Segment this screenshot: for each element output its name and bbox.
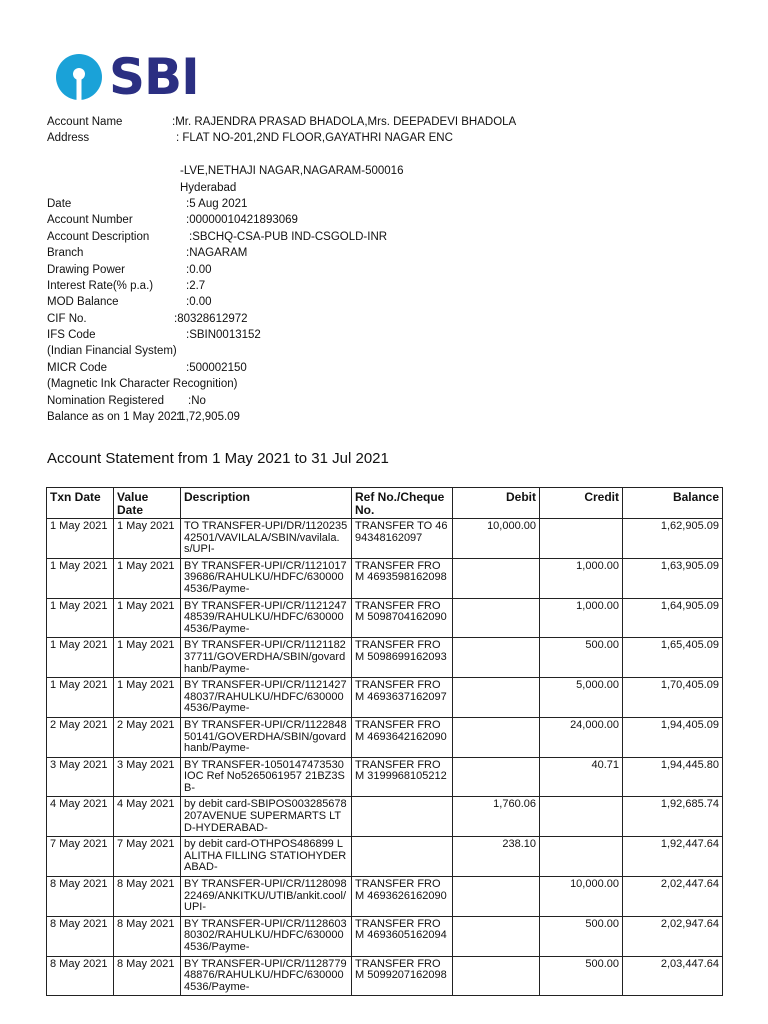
cell-value-date: 2 May 2021 (114, 717, 181, 757)
info-label: IFS Code (47, 329, 96, 342)
info-value: -LVE,NETHAJI NAGAR,NAGARAM-500016 (180, 165, 404, 178)
cell-description: BY TRANSFER-UPI/CR/112101739686/RAHULKU/HDFC/6300004536/Payme- (181, 558, 352, 598)
table-header-row (47, 488, 723, 519)
table-row (47, 797, 723, 837)
info-label: Drawing Power (47, 263, 125, 276)
cell-txn-date: 8 May 2021 (47, 916, 114, 956)
cell-credit: 1,000.00 (540, 598, 623, 638)
cell-credit: 1,000.00 (540, 558, 623, 598)
cell-ref: TRANSFER FROM 5099207162098 (352, 956, 453, 996)
col-header-balance: Balance (623, 488, 723, 519)
cell-debit (453, 757, 540, 797)
cell-debit: 238.10 (453, 837, 540, 877)
cell-debit (453, 877, 540, 917)
table-row (47, 757, 723, 797)
cell-description: BY TRANSFER-UPI/CR/112877948876/RAHULKU/HDFC/6300004536/Payme- (181, 956, 352, 996)
cell-balance: 1,94,405.09 (623, 717, 723, 757)
cell-balance: 2,03,447.64 (623, 956, 723, 996)
info-value: :1,72,905.09 (176, 411, 240, 424)
info-label: Nomination Registered (47, 394, 164, 407)
cell-txn-date: 1 May 2021 (47, 638, 114, 678)
cell-credit: 500.00 (540, 956, 623, 996)
info-label: MICR Code (47, 361, 108, 374)
cell-balance: 1,63,905.09 (623, 558, 723, 598)
info-label: Date (47, 197, 72, 210)
info-label: Account Name (47, 116, 123, 128)
col-header-debit: Debit (453, 488, 540, 519)
cell-credit (540, 797, 623, 837)
cell-debit (453, 717, 540, 757)
cell-debit (453, 916, 540, 956)
info-label: (Magnetic Ink Character Recognition) (47, 378, 238, 391)
cell-description: by debit card-OTHPOS486899 LALITHA FILLING STATIOHYDERABAD- (181, 837, 352, 877)
cell-debit (453, 956, 540, 996)
cell-ref (352, 797, 453, 837)
cell-ref: TRANSFER FROM 4693642162090 (352, 717, 453, 757)
cell-balance: 1,92,685.74 (623, 797, 723, 837)
cell-credit: 500.00 (540, 638, 623, 678)
table-row (47, 519, 723, 559)
info-value: : FLAT NO-201,2ND FLOOR,GAYATHRI NAGAR ENC (176, 132, 453, 145)
cell-txn-date: 1 May 2021 (47, 558, 114, 598)
info-label: (Indian Financial System) (47, 345, 177, 358)
cell-description: by debit card-SBIPOS003285678207AVENUE SUPERMARTS LTD-HYDERABAD- (181, 797, 352, 837)
cell-ref: TRANSFER FROM 5098704162090 (352, 598, 453, 638)
cell-description: BY TRANSFER-UPI/CR/112284850141/GOVERDHA/SBIN/govardhanb/Payme- (181, 717, 352, 757)
cell-balance: 1,62,905.09 (623, 519, 723, 559)
cell-ref (352, 837, 453, 877)
cell-ref: TRANSFER FROM 4693626162090 (352, 877, 453, 917)
cell-txn-date: 2 May 2021 (47, 717, 114, 757)
table-row (47, 717, 723, 757)
cell-credit: 5,000.00 (540, 678, 623, 718)
cell-ref: TRANSFER FROM 3199968105212 (352, 757, 453, 797)
table-row (47, 598, 723, 638)
col-header-description: Description (181, 488, 352, 519)
info-label: Branch (47, 247, 84, 260)
cell-txn-date: 8 May 2021 (47, 956, 114, 996)
info-label: Address (47, 132, 90, 145)
info-value: :80328612972 (174, 312, 248, 325)
cell-credit (540, 837, 623, 877)
cell-description: BY TRANSFER-UPI/CR/112809822469/ANKITKU/UTIB/ankit.cool/UPI- (181, 877, 352, 917)
info-value: :SBCHQ-CSA-PUB IND-CSGOLD-INR (189, 230, 388, 243)
info-value: :SBIN0013152 (186, 329, 261, 342)
info-value: :No (188, 394, 206, 407)
cell-credit: 500.00 (540, 916, 623, 956)
bank-name: SBI (109, 48, 199, 106)
info-value: :0.00 (186, 296, 212, 309)
statement-title: Account Statement from 1 May 2021 to 31 Jul 2021 (47, 450, 389, 467)
cell-balance: 2,02,947.64 (623, 916, 723, 956)
cell-value-date: 1 May 2021 (114, 638, 181, 678)
info-label: Account Number (47, 214, 133, 227)
cell-balance: 1,65,405.09 (623, 638, 723, 678)
cell-debit (453, 638, 540, 678)
cell-description: BY TRANSFER-UPI/CR/112118237711/GOVERDHA/SBIN/govardhanb/Payme- (181, 638, 352, 678)
cell-debit (453, 558, 540, 598)
info-value: :2.7 (186, 279, 206, 292)
cell-value-date: 8 May 2021 (114, 877, 181, 917)
cell-credit (540, 519, 623, 559)
cell-credit: 40.71 (540, 757, 623, 797)
cell-balance: 1,70,405.09 (623, 678, 723, 718)
cell-value-date: 7 May 2021 (114, 837, 181, 877)
info-label: Account Description (47, 230, 150, 243)
transactions-table (46, 487, 723, 996)
table-row (47, 877, 723, 917)
cell-value-date: 1 May 2021 (114, 558, 181, 598)
cell-credit: 24,000.00 (540, 717, 623, 757)
cell-value-date: 1 May 2021 (114, 598, 181, 638)
cell-txn-date: 1 May 2021 (47, 678, 114, 718)
sbi-logo (55, 48, 199, 106)
cell-ref: TRANSFER FROM 4693598162098 (352, 558, 453, 598)
cell-description: TO TRANSFER-UPI/DR/112023542501/VAVILALA/SBIN/vavilala.s/UPI- (181, 519, 352, 559)
cell-description: BY TRANSFER-1050147473530 IOC Ref No5265061957 21BZ3SB- (181, 757, 352, 797)
cell-value-date: 8 May 2021 (114, 916, 181, 956)
cell-txn-date: 1 May 2021 (47, 519, 114, 559)
cell-balance: 1,94,445.80 (623, 757, 723, 797)
info-label: MOD Balance (47, 296, 119, 309)
cell-credit: 10,000.00 (540, 877, 623, 917)
cell-txn-date: 1 May 2021 (47, 598, 114, 638)
table-row (47, 678, 723, 718)
col-header-ref: Ref No./Cheque No. (352, 488, 453, 519)
cell-value-date: 8 May 2021 (114, 956, 181, 996)
cell-description: BY TRANSFER-UPI/CR/112860380302/RAHULKU/HDFC/6300004536/Payme- (181, 916, 352, 956)
cell-value-date: 1 May 2021 (114, 519, 181, 559)
cell-txn-date: 4 May 2021 (47, 797, 114, 837)
info-value: :500002150 (186, 361, 247, 374)
cell-debit (453, 678, 540, 718)
cell-value-date: 4 May 2021 (114, 797, 181, 837)
col-header-value-date: Value Date (114, 488, 181, 519)
table-row (47, 837, 723, 877)
info-value: :0.00 (186, 263, 212, 276)
col-header-txn-date: Txn Date (47, 488, 114, 519)
cell-balance: 1,64,905.09 (623, 598, 723, 638)
info-value: Hyderabad (180, 181, 237, 194)
info-value: :NAGARAM (186, 247, 248, 260)
cell-description: BY TRANSFER-UPI/CR/112124748539/RAHULKU/HDFC/6300004536/Payme- (181, 598, 352, 638)
cell-txn-date: 3 May 2021 (47, 757, 114, 797)
info-value: :Mr. RAJENDRA PRASAD BHADOLA,Mrs. DEEPADEVI BHADOLA (172, 116, 517, 128)
table-row (47, 558, 723, 598)
info-value: :5 Aug 2021 (186, 197, 248, 210)
cell-debit: 10,000.00 (453, 519, 540, 559)
cell-txn-date: 7 May 2021 (47, 837, 114, 877)
cell-value-date: 3 May 2021 (114, 757, 181, 797)
cell-ref: TRANSFER TO 4694348162097 (352, 519, 453, 559)
info-label: CIF No. (47, 312, 87, 325)
table-row (47, 956, 723, 996)
cell-ref: TRANSFER FROM 4693637162097 (352, 678, 453, 718)
cell-ref: TRANSFER FROM 4693605162094 (352, 916, 453, 956)
cell-debit: 1,760.06 (453, 797, 540, 837)
col-header-credit: Credit (540, 488, 623, 519)
cell-value-date: 1 May 2021 (114, 678, 181, 718)
cell-debit (453, 598, 540, 638)
cell-description: BY TRANSFER-UPI/CR/112142748037/RAHULKU/HDFC/6300004536/Payme- (181, 678, 352, 718)
info-value: :00000010421893069 (186, 214, 298, 227)
table-row (47, 916, 723, 956)
cell-balance: 2,02,447.64 (623, 877, 723, 917)
sbi-keyhole-icon (55, 53, 103, 101)
info-label: Interest Rate(% p.a.) (47, 279, 154, 292)
cell-ref: TRANSFER FROM 5098699162093 (352, 638, 453, 678)
cell-balance: 1,92,447.64 (623, 837, 723, 877)
info-label: Balance as on 1 May 2021 (47, 411, 184, 424)
cell-txn-date: 8 May 2021 (47, 877, 114, 917)
table-row (47, 638, 723, 678)
